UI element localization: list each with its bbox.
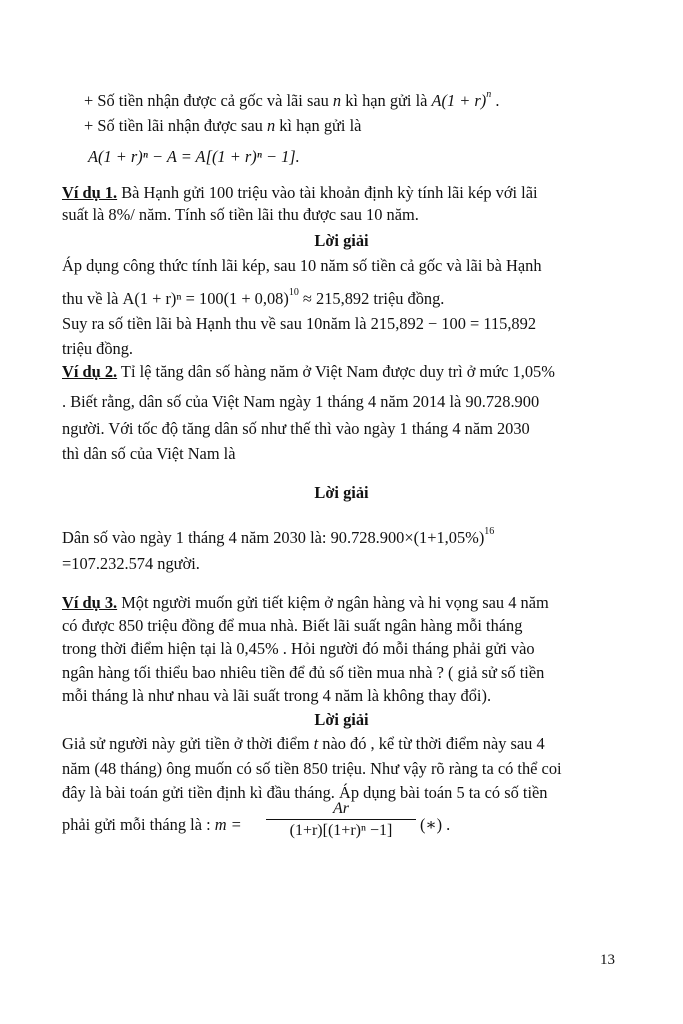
- line-2: + Số tiền lãi nhận được sau n kì hạn gửi là: [84, 116, 362, 135]
- line-26: đây là bài toán gửi tiền định kì đầu tháng. Áp dụng bài toán 5 ta có số tiền: [62, 783, 548, 802]
- line-1: + Số tiền nhận được cả gốc và lãi sau n kì hạn gửi là $A(1 + r)^n$ .: [84, 89, 500, 110]
- line-21: ngân hàng tối thiểu bao nhiêu tiền để đủ số tiền mua nhà ? ( giả sử số tiền: [62, 663, 545, 682]
- fraction-denominator: (1+r)[(1+r)ⁿ −1]: [289, 822, 393, 839]
- solution-heading-3: Lời giải: [314, 710, 369, 729]
- line-9: Suy ra số tiền lãi bà Hạnh thu về sau 10năm là 215,892 − 100 = 115,892: [62, 314, 537, 333]
- line-12: . Biết rằng, dân số của Việt Nam ngày 1 tháng 4 năm 2014 là 90.728.900: [62, 392, 540, 411]
- line-14: thì dân số của Việt Nam là: [62, 444, 236, 463]
- fraction-numerator: Ar: [333, 800, 349, 817]
- line-5: suất là 8%/ năm. Tính số tiền lãi thu được sau 10 năm.: [62, 205, 419, 224]
- fraction-bar: [266, 819, 416, 820]
- line-25: năm (48 tháng) ông muốn có số tiền 850 triệu. Như vậy rõ ràng ta có thể coi: [62, 759, 562, 778]
- line-13: người. Với tốc độ tăng dân số như thế thì vào ngày 1 tháng 4 năm 2030: [62, 419, 530, 438]
- payment-formula-fraction: [266, 800, 416, 840]
- solution-heading-2: Lời giải: [314, 483, 369, 502]
- solution-heading-1: Lời giải: [314, 231, 369, 250]
- page-number: 13: [600, 952, 615, 968]
- line-11: Ví dụ 2. Tỉ lệ tăng dân số hàng năm ở Việt Nam được duy trì ở mức 1,05%: [62, 362, 555, 381]
- line-17: =107.232.574 người.: [62, 554, 200, 573]
- line-24: Giả sử người này gửi tiền ở thời điểm t nào đó , kể từ thời điểm này sau 4: [62, 734, 545, 753]
- line-22: mỗi tháng là như nhau và lãi suất trong 4 năm là không thay đổi).: [62, 686, 492, 705]
- line-20: trong thời điểm hiện tại là 0,45% . Hỏi người đó mỗi tháng phải gửi vào: [62, 639, 535, 658]
- formula-tail: (∗) .: [420, 815, 451, 834]
- line-16: Dân số vào ngày 1 tháng 4 năm 2030 là: $90.728.900\times(1+1,05\%)^{16}$: [62, 526, 495, 547]
- line-3-formula: A(1 + r)ⁿ − A = A[(1 + r)ⁿ − 1].: [88, 147, 300, 166]
- line-7: Áp dụng công thức tính lãi kép, sau 10 năm số tiền cả gốc và lãi bà Hạnh: [62, 256, 542, 275]
- line-27: phải gửi mỗi tháng là : m =: [62, 815, 242, 834]
- line-4: Ví dụ 1. Bà Hạnh gửi 100 triệu vào tài khoản định kỳ tính lãi kép với lãi: [62, 183, 538, 202]
- line-10: triệu đồng.: [62, 339, 134, 358]
- line-18: Ví dụ 3. Một người muốn gửi tiết kiệm ở ngân hàng và hi vọng sau 4 năm: [62, 593, 549, 612]
- line-19: có được 850 triệu đồng để mua nhà. Biết lãi suất ngân hàng mỗi tháng: [62, 616, 523, 635]
- line-8: thu về là $A(1 + r)^n = 100(1 + 0,08)^{10} \approx 215,892$ triệu đồng.: [62, 287, 445, 308]
